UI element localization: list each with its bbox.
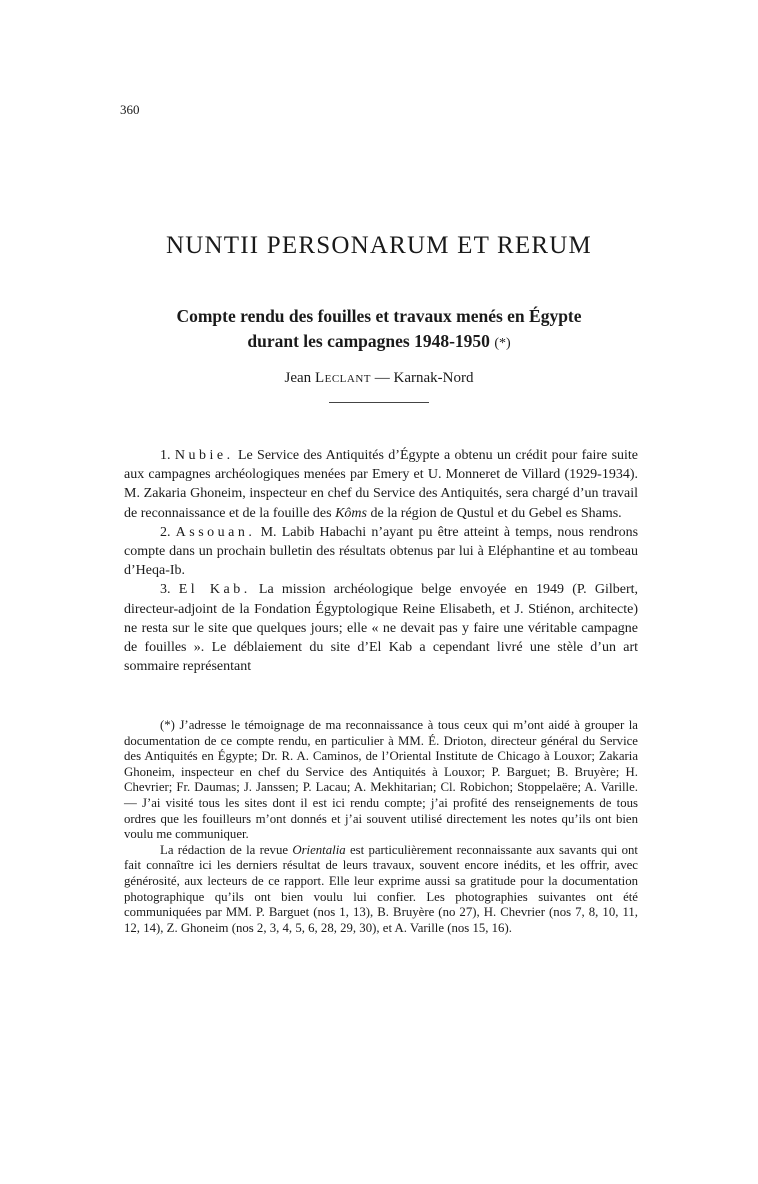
paragraph-number: 1.	[160, 448, 171, 463]
footnote-acknowledgment: (*) J’adresse le témoignage de ma reconnaissance à tous ceux qui m’ont aidé à grouper la documentation de ce compte rendu, en particulier à MM. É. Drioton, directeur général du Service des Antiquités en Égypte; Dr. R. A. Caminos, de l’Oriental Institute de Chicago à Louxor; Zakaria Ghoneim, inspecteur en chef du Service des Antiquités à Louxor; P. Barguet; B. Bruyère; H. Chevrier; Fr. Daumas; J. Janssen; P. Lacau; A. Mekhitarian; Cl. Robichon; Stoppelaëre; A. Varille. — J’ai visité tous les sites dont il est ici rendu compte; j’ai profité des renseignements de tous ordres que les fouilleurs m’ont donnés et j’ai souvent utilisé directement les notes qu’ils ont bien voulu me communiquer.	[124, 718, 638, 842]
page-number: 360	[120, 102, 140, 117]
title-footnote-marker: (*)	[494, 336, 511, 351]
paragraph-text: Le Service des Antiquités d’Égypte a obtenu un crédit pour faire suite aux campagnes archéologiques menées par Emery et U. Monneret de Villard (1929-1934). M. Zakaria Ghoneim, inspecteur en chef du Service des Antiquités, sera chargé d’un travail de reconnaissance et de la fouille des	[124, 448, 639, 521]
section-title: NUNTII PERSONARUM ET RERUM	[166, 232, 592, 259]
paragraph-text: La mission archéologique belge envoyée en 1949 (P. Gilbert, directeur-adjoint de la Fondation Égyptologique Reine Elisabeth, et J. Stiénon, architecte) ne resta sur le site que quelques jours; elle « ne devait pas y faire une véritable campagne de fouilles ». Le déblaiement du site d’El Kab a cependant livré une stèle d’un art sommaire représentant	[124, 582, 639, 675]
author-last-name: Leclant	[314, 370, 371, 386]
paragraph-text: M. Labib Habachi n’ayant pu être atteint à temps, nous rendrons compte dans un prochain bulletin des résultats obtenus par lui à Eléphantine et au tombeau d’Heqa-Ib.	[124, 524, 639, 579]
paragraph-italic-term: Kôms	[335, 505, 367, 521]
author-location: Karnak-Nord	[393, 370, 474, 386]
paragraph-number: 3.	[160, 582, 171, 598]
article-title	[118, 304, 640, 356]
author-first-name: Jean	[284, 370, 312, 386]
journal-name: Orientalia	[292, 842, 346, 857]
paragraph-assouan	[124, 523, 638, 581]
paragraph-heading: El Kab.	[178, 582, 251, 598]
footnotes	[124, 718, 638, 936]
paragraph-heading: Nubie.	[174, 448, 234, 463]
article-title-line2: durant les campagnes 1948-1950	[247, 331, 490, 351]
article-body	[124, 446, 638, 676]
paragraph-text: de la région de Qustul et du Gebel es Shams.	[366, 505, 622, 521]
footnote-editorial	[124, 843, 638, 937]
title-separator-rule	[329, 402, 429, 403]
article-title-line1: Compte rendu des fouilles et travaux menés en Égypte	[176, 306, 582, 326]
byline	[0, 370, 758, 387]
paragraph-nubie	[124, 446, 638, 523]
footnote-text: est particulièrement reconnaissante aux savants qui ont fait connaître ici les derniers résultat de leurs travaux, souvent encore inédits, et les offrir, avec générosité, aux lecteurs de ce rapport. Elle leur exprime aussi sa gratitude pour la documentation photographique qu’ils ont bien voulu lui confier. Les photographies suivantes ont été communiquées par MM. P. Barguet (nos 1, 13), B. Bruyère (no 27), H. Chevrier (nos 7, 8, 10, 11, 12, 14), Z. Ghoneim (nos 2, 3, 4, 5, 6, 28, 29, 30), et A. Varille (nos 15, 16).	[124, 842, 638, 935]
paragraph-number: 2.	[160, 524, 171, 540]
footnote-text: La rédaction de la revue	[160, 842, 293, 857]
byline-dash: —	[370, 370, 394, 386]
paragraph-el-kab	[124, 580, 638, 676]
paragraph-heading: Assouan.	[175, 524, 256, 540]
